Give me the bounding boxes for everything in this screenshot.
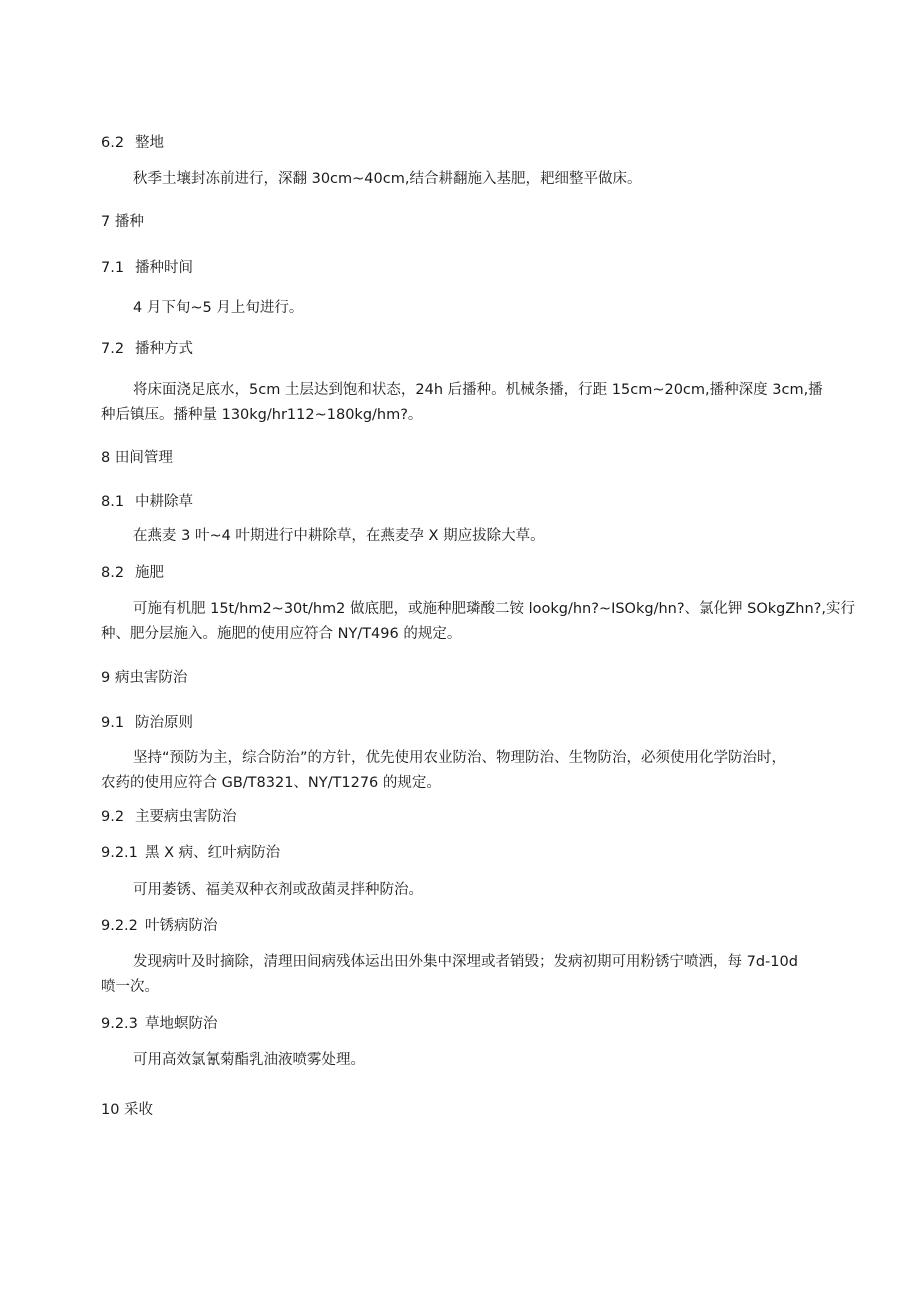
section-heading-8-1 <box>101 492 193 512</box>
section-title: 叶锈病防治 <box>145 918 218 934</box>
paragraph-line: 农药的使用应符合 GB/T8321、NY/T1276 的规定。 <box>101 775 441 791</box>
section-number: 7.2 <box>101 341 125 357</box>
paragraph-line: 4 月下旬~5 月上旬进行。 <box>133 300 304 316</box>
chapter-heading-10: 10 采收 <box>101 1102 154 1118</box>
section-title: 草地螟防治 <box>145 1016 218 1032</box>
paragraph-line: 种、肥分层施入。施肥的使用应符合 NY/T496 的规定。 <box>101 626 462 642</box>
paragraph-line: 在燕麦 3 叶~4 叶期进行中耕除草，在燕麦孕 X 期应拔除大草。 <box>133 528 545 544</box>
paragraph-line: 喷一次。 <box>101 979 159 995</box>
section-heading-9-2-3 <box>101 1014 218 1034</box>
paragraph-line: 可用高效氯氰菊酯乳油液喷雾处理。 <box>133 1052 365 1068</box>
section-title: 整地 <box>135 135 164 151</box>
section-title: 防治原则 <box>135 715 193 731</box>
paragraph-line: 秋季土壤封冻前进行，深翻 30cm~40cm,结合耕翻施入基肥，耙细整平做床。 <box>133 171 642 187</box>
section-title: 播种方式 <box>135 341 193 357</box>
section-number: 9.1 <box>101 715 125 731</box>
section-heading-6-2 <box>101 133 164 153</box>
chapter-heading-8: 8 田间管理 <box>101 450 173 466</box>
section-number: 9.2.1 <box>101 845 138 861</box>
section-heading-9-2-1 <box>101 843 280 863</box>
section-title: 中耕除草 <box>135 494 193 510</box>
section-number: 8.1 <box>101 494 125 510</box>
section-heading-8-2 <box>101 563 164 583</box>
paragraph-line: 将床面浇足底水，5cm 土层达到饱和状态，24h 后播种。机械条播，行距 15cm~20cm,播种深度 3cm,播 <box>133 382 823 398</box>
paragraph-line: 种后镇压。播种量 130kg∕hr112~180kg/hm?。 <box>101 407 423 423</box>
section-title: 黑 X 病、红叶病防治 <box>145 845 281 861</box>
section-heading-7-2 <box>101 339 193 359</box>
section-number: 6.2 <box>101 135 125 151</box>
section-title: 主要病虫害防治 <box>135 809 237 825</box>
chapter-heading-9: 9 病虫害防治 <box>101 670 188 686</box>
section-heading-9-2-2 <box>101 916 218 936</box>
section-heading-7-1 <box>101 258 193 278</box>
section-number: 9.2.3 <box>101 1016 138 1032</box>
section-heading-9-1 <box>101 713 193 733</box>
section-number: 9.2.2 <box>101 918 138 934</box>
section-number: 8.2 <box>101 565 125 581</box>
section-number: 9.2 <box>101 809 125 825</box>
section-title: 播种时间 <box>135 260 193 276</box>
paragraph-line: 发现病叶及时摘除，清理田间病残体运出田外集中深埋或者销毁；发病初期可用粉锈宁喷洒，每 7d-10d <box>133 954 798 970</box>
section-title: 施肥 <box>135 565 164 581</box>
section-heading-9-2 <box>101 807 237 827</box>
paragraph-line: 可施有机肥 15t∕hm2~30t∕hm2 做底肥，或施种肥璘酸二铵 lookg/hn?~ISOkg/hn?、氯化钾 SOkgZhn?,实行 <box>133 601 855 617</box>
paragraph-line: 坚持“预防为主，综合防治”的方针，优先使用农业防治、物理防治、生物防治，必须使用化学防治时， <box>133 750 787 766</box>
chapter-heading-7: 7 播种 <box>101 214 144 230</box>
paragraph-line: 可用萎锈、福美双种衣剂或敌菌灵拌种防治。 <box>133 882 423 898</box>
section-number: 7.1 <box>101 260 125 276</box>
